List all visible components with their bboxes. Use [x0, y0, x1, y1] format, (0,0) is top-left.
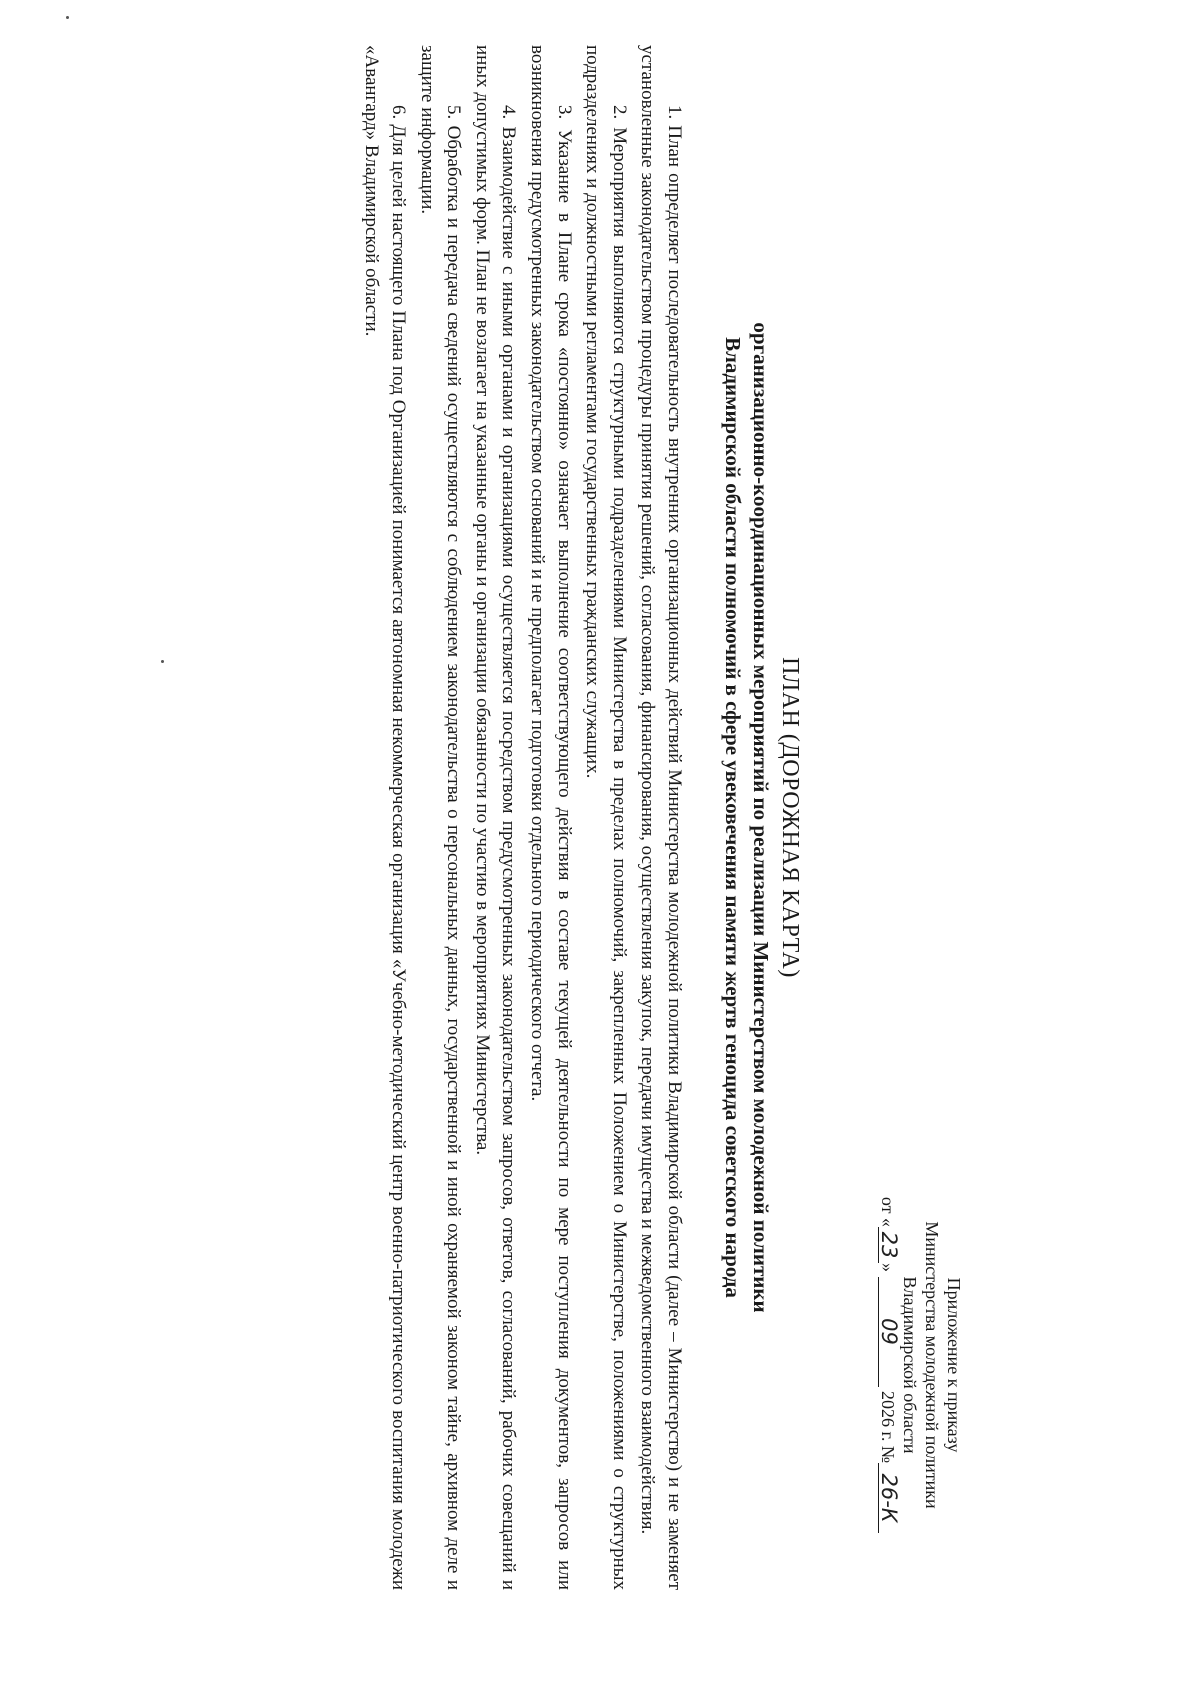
scan-speck: [66, 16, 69, 19]
document-subtitle-2: Владимирской области полномочий в сфере увековечения памяти жертв геноцида советского народа: [721, 337, 745, 1298]
paragraph-1: 1. План определяет последовательность внутренних организационных действий Министерства молодежной политики Владимирской области (далее – Министерство) и не заменяет установленные законодательством процедуры принятия решений, согласования, финансирования, осуществления закупок, передачи имущества и межведомственного взаимодействия.: [637, 45, 685, 1590]
paragraph-4: 4. Взаимодействие с иными органами и организациями осуществляется посредством предусмотренных законодательством запросов, ответов, согласований, рабочих совещаний и иных допустимых форм. План не возлагает на указанные органы и организации обязанности по участию в мероприятиях Министерства.: [471, 45, 520, 1590]
scan-speck: [161, 660, 164, 663]
paragraph-3: 3. Указание в Плане срока «постоянно» означает выполнение соответствующего действия в составе текущей деятельности по мере поступления документов, запросов или возникновения предусмотренных законодательством оснований и не предполагает подготовки отдельного периодического отчета.: [527, 45, 575, 1590]
document-heading: [719, 45, 805, 1590]
document-subtitle-1: организационно-координационных мероприятий по реализации Министерством молодежной политики: [749, 322, 773, 1313]
document-title: ПЛАН (ДОРОЖНАЯ КАРТА): [777, 657, 803, 978]
rotated-document: [245, 25, 1005, 1620]
date-prefix: от «: [878, 1196, 898, 1228]
approval-block: [877, 1150, 965, 1580]
approval-date-line: [877, 1150, 899, 1580]
date-month: 09: [878, 1277, 899, 1387]
paragraph-5: 5. Обработка и передача сведений осуществляются с соблюдением законодательства о персональных данных, государственной и иной охраняемой законом тайне, архивном деле и защите информации.: [416, 45, 465, 1590]
paragraph-6: 6. Для целей настоящего Плана под Организацией понимается автономная некоммерческая организация «Учебно-методический центр военно-патриотического воспитания молодежи «Авангард» Владимирской области.: [361, 45, 410, 1590]
date-year: 2026 г. №: [878, 1391, 898, 1464]
approval-line-1: Приложение к приказу: [944, 1277, 964, 1453]
document-body: [358, 45, 687, 1590]
approval-line-2: Министерства молодежной политики: [922, 1221, 942, 1509]
approval-line-3: Владимирской области: [900, 1276, 920, 1454]
order-number: 26-К: [878, 1463, 899, 1533]
date-mid: »: [878, 1263, 898, 1273]
date-day: 23: [878, 1227, 899, 1263]
paragraph-2: 2. Мероприятия выполняются структурными подразделениями Министерства в пределах полномочий, закрепленных Положением о Министерстве, положениями о структурных подразделениях и должностными регламентами государственных гражданских служащих.: [582, 45, 630, 1590]
